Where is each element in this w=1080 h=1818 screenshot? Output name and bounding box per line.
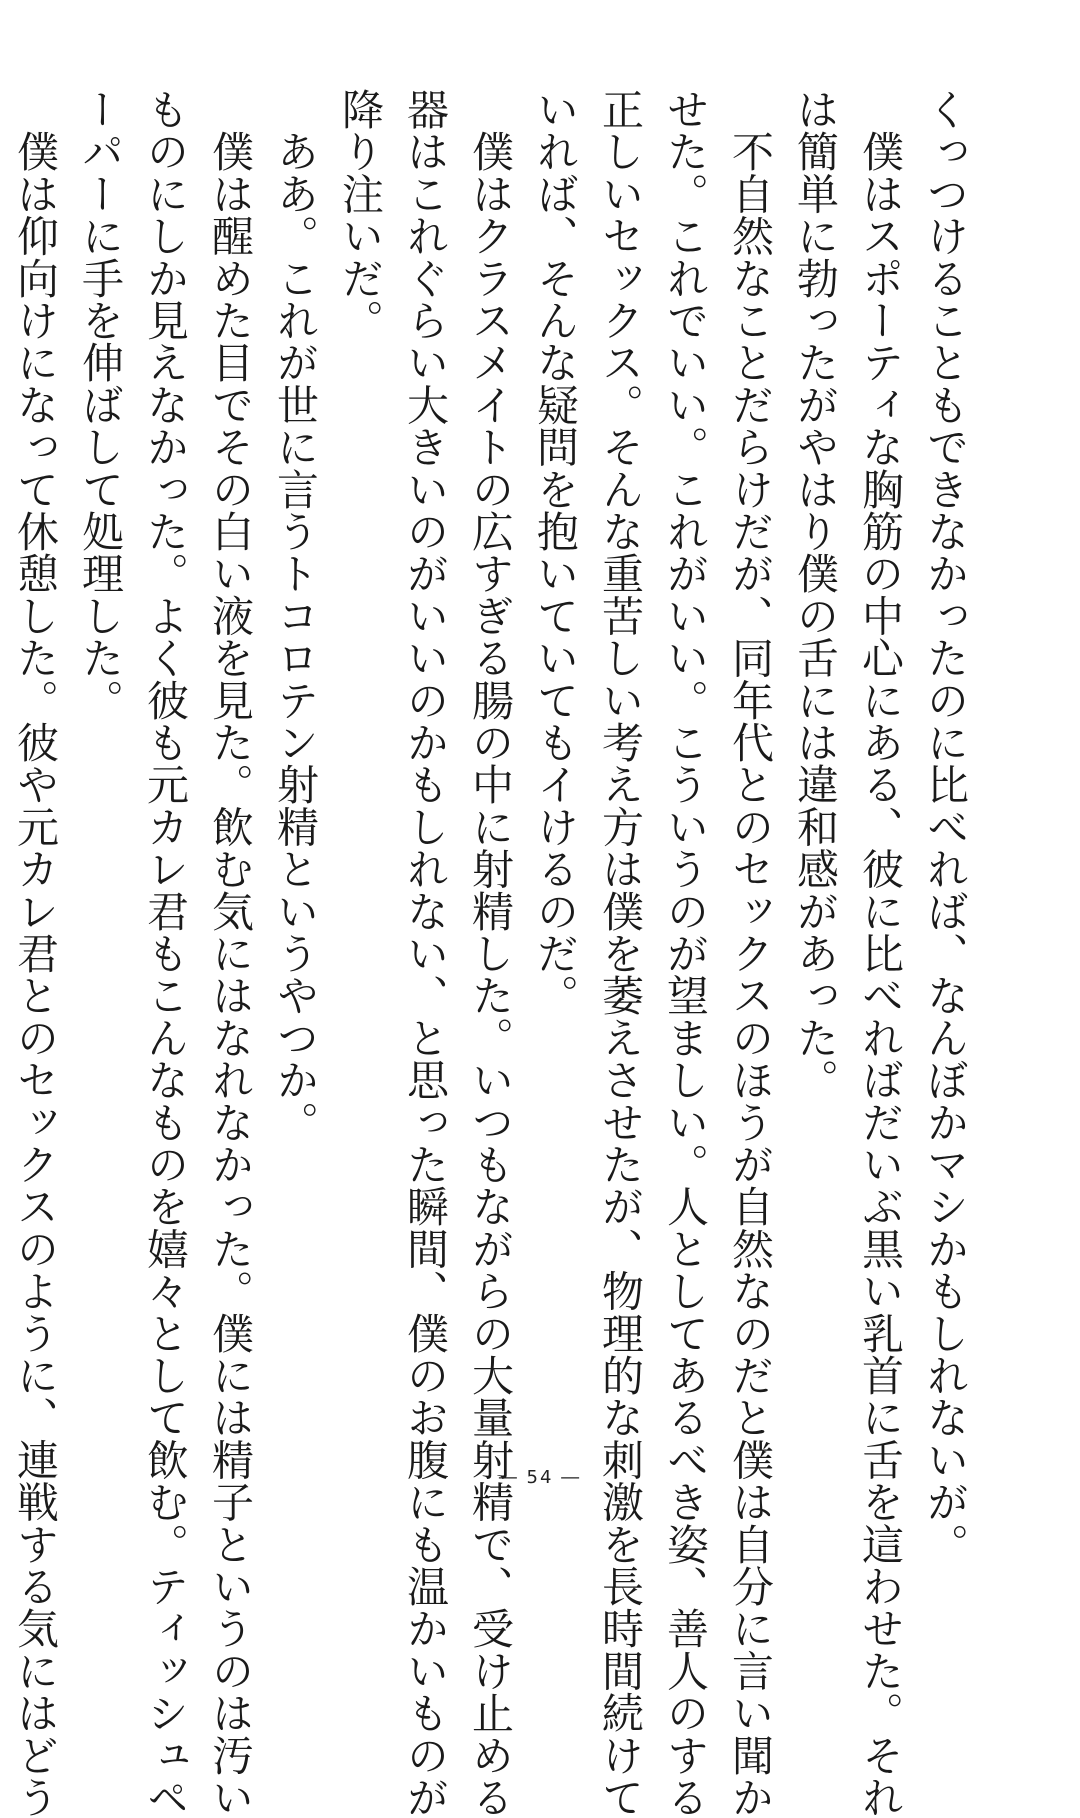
text-line — [0, 88, 3, 1418]
text-line: ああ。これが世に言うトコロテン射精というやつか。 — [271, 88, 320, 1143]
text-line: 降り注いだ。 — [336, 88, 385, 342]
text-line: 正しいセックス。そんな重苦しい考え方は僕を萎えさせたが、物理的な刺激を長時間続けて — [596, 88, 645, 1818]
page-number: ― 54 ― — [498, 1467, 582, 1488]
text-line: いれば、そんな疑問を抱いていてもイけるのだ。 — [531, 88, 580, 1017]
text-line: 器はこれぐらい大きいのがいいのかもしれない、と思った瞬間、僕のお腹にも温かいものが — [401, 88, 450, 1818]
text-line: せた。これでいい。これがいい。こういうのが望ましい。人としてあるべき姿、善人のする — [661, 88, 710, 1818]
text-line: ものにしか見えなかった。よく彼も元カレ君もこんなものを嬉々として飲む。ティッシュペ — [141, 88, 190, 1818]
text-line: 僕はクラスメイトの広すぎる腸の中に射精した。いつもながらの大量射精で、受け止める — [466, 88, 515, 1818]
text-line: 僕は仰向けになって休憩した。彼や元カレ君とのセックスのように、連戦する気にはどう — [11, 88, 60, 1818]
text-line: ーパーに手を伸ばして処理した。 — [76, 88, 125, 721]
text-line: くっつけることもできなかったのに比べれば、なんぼかマシかもしれないが。 — [921, 88, 970, 1565]
text-line: は簡単に勃ったがやはり僕の舌には違和感があった。 — [791, 88, 840, 1101]
text-line: 不自然なことだらけだが、同年代とのセックスのほうが自然なのだと僕は自分に言い聞か — [726, 88, 775, 1818]
text-line: 僕はスポーティな胸筋の中心にある、彼に比べればだいぶ黒い乳首に舌を這わせた。それ — [856, 88, 905, 1818]
text-line: 僕は醒めた目でその白い液を見た。飲む気にはなれなかった。僕には精子というのは汚い — [206, 88, 255, 1818]
